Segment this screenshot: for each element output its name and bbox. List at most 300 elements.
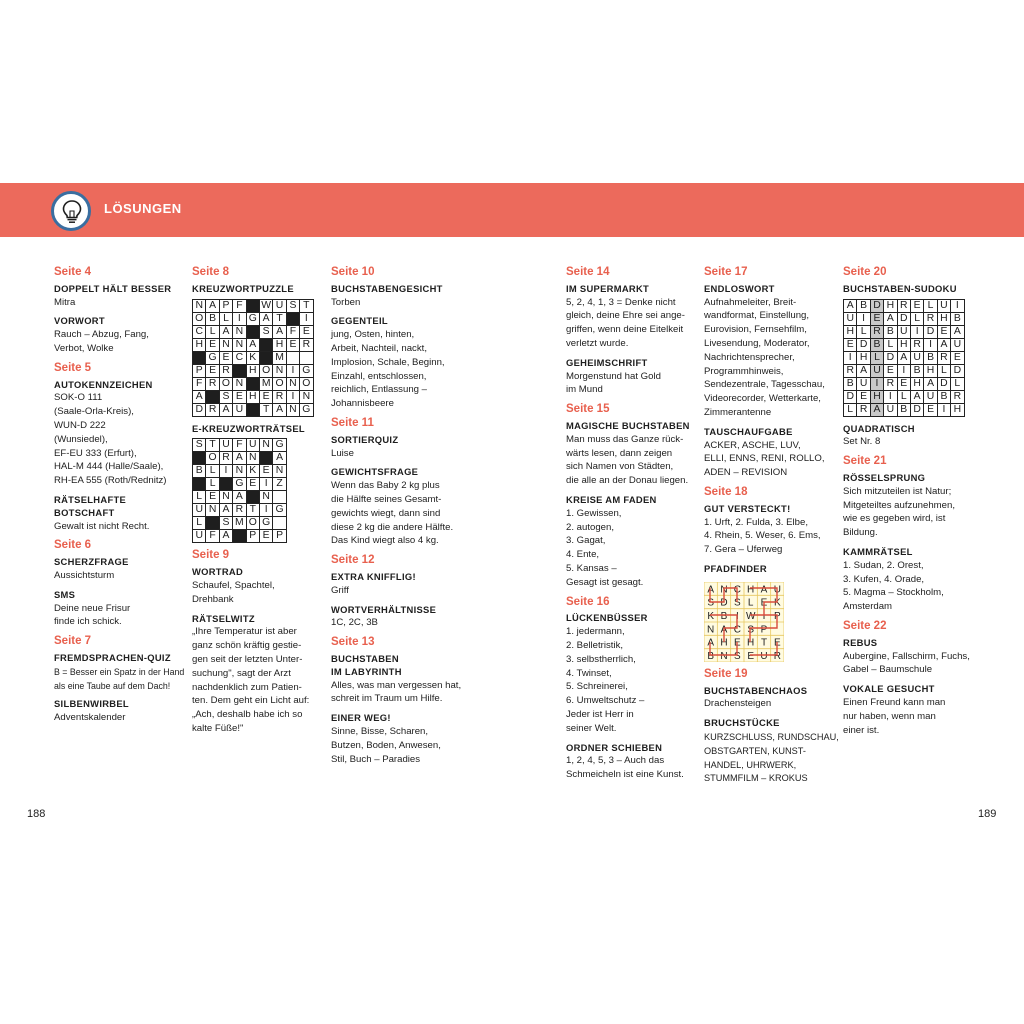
letter-cell: L <box>924 299 937 312</box>
pathfinder-letter: B <box>707 650 715 662</box>
puzzle-heading: GEWICHTSFRAGE <box>331 466 419 478</box>
letter-cell: N <box>286 377 299 390</box>
solution-text: Wenn das Baby 2 kg plus <box>331 480 440 492</box>
puzzle-heading: E-KREUZWORTRÄTSEL <box>192 422 305 434</box>
column-2 <box>192 266 332 736</box>
solution-text: wärts lesen, dann zeigen <box>566 447 673 459</box>
puzzle-heading: BUCHSTABENGESICHT <box>331 282 443 294</box>
letter-cell: R <box>844 364 857 377</box>
puzzle-heading: RÄTSELHAFTE <box>54 493 127 505</box>
solution-text: Gesagt ist gesagt. <box>566 576 644 588</box>
letter-cell: R <box>857 403 870 416</box>
black-cell <box>259 351 272 364</box>
puzzle-heading: ORDNER SCHIEBEN <box>566 741 663 753</box>
letter-cell: A <box>884 312 897 325</box>
solution-text: HAL-M 444 (Halle/Saale), <box>54 461 164 473</box>
letter-cell: H <box>884 299 897 312</box>
letter-cell: F <box>233 299 246 312</box>
solution-text: Alles, was man vergessen hat, <box>331 679 462 691</box>
page-ref: Seite 16 <box>566 595 610 608</box>
solution-text: schreit im Traum um Hilfe. <box>331 693 443 705</box>
solution-text: gen seit der letzten Unter- <box>192 653 303 665</box>
letter-cell: U <box>951 338 964 351</box>
solution-text: EF-EU 333 (Erfurt), <box>54 447 137 459</box>
letter-cell: M <box>233 517 246 530</box>
solution-text: 2. autogen, <box>566 521 615 533</box>
pathfinder-letter: S <box>733 650 741 662</box>
page-ref: Seite 7 <box>54 635 92 648</box>
letter-cell: K <box>246 465 259 478</box>
letter-cell: N <box>219 338 232 351</box>
letter-cell: R <box>233 504 246 517</box>
solution-text: die Hälfte seines Gesamt- <box>331 493 442 505</box>
solution-text: Programmhinweis, <box>704 365 784 377</box>
letter-cell: B <box>857 299 870 312</box>
black-cell <box>246 377 259 390</box>
letter-cell: E <box>897 377 910 390</box>
solution-text: SOK-O 111 <box>54 392 103 404</box>
black-cell <box>233 530 246 543</box>
letter-cell: U <box>233 403 246 416</box>
letter-cell: E <box>924 403 937 416</box>
letter-cell: P <box>273 530 286 543</box>
letter-cell: N <box>246 452 259 465</box>
pathfinder-grid <box>704 582 784 662</box>
solution-text: ten. Dem geht ein Licht auf: <box>192 695 310 707</box>
letter-cell: H <box>246 390 259 403</box>
solution-text: Sinne, Bisse, Scharen, <box>331 725 429 737</box>
pathfinder-letter: U <box>773 584 781 596</box>
letter-cell: G <box>300 403 313 416</box>
letter-cell: R <box>924 312 937 325</box>
letter-cell: A <box>273 452 286 465</box>
letter-cell: B <box>951 312 964 325</box>
letter-cell: O <box>300 377 313 390</box>
solution-text: Drehbank <box>192 593 234 605</box>
letter-cell: N <box>286 403 299 416</box>
solution-text: Implosion, Schale, Beginn, <box>331 356 445 368</box>
page-ref: Seite 12 <box>331 554 375 567</box>
puzzle-heading: GUT VERSTECKT! <box>704 502 791 514</box>
letter-cell: M <box>273 351 286 364</box>
letter-cell: O <box>219 377 232 390</box>
crossword-grid <box>192 438 287 543</box>
letter-cell: A <box>870 403 883 416</box>
letter-cell: E <box>844 338 857 351</box>
letter-cell: U <box>246 439 259 452</box>
grid-row <box>193 403 314 416</box>
letter-cell: R <box>219 364 232 377</box>
pathfinder-letter: K <box>773 597 781 609</box>
letter-cell: I <box>300 312 313 325</box>
solution-text: (Wunsiedel), <box>54 433 108 445</box>
letter-cell: R <box>273 390 286 403</box>
solution-text: Schmeicheln ist eine Kunst. <box>566 769 684 781</box>
solution-text: Arbeit, Nachteil, nackt, <box>331 342 427 354</box>
black-cell <box>233 364 246 377</box>
letter-cell: L <box>206 478 219 491</box>
solution-text: Morgenstund hat Gold <box>566 370 661 382</box>
pathfinder-letter: H <box>720 637 728 649</box>
pathfinder-letter: E <box>733 637 741 649</box>
solution-text: 1, 2, 4, 5, 3 – Auch das <box>566 755 665 767</box>
letter-cell: E <box>246 478 259 491</box>
grid-row <box>193 364 314 377</box>
page-ref: Seite 10 <box>331 266 375 278</box>
letter-cell: F <box>286 325 299 338</box>
black-cell <box>246 491 259 504</box>
pathfinder-paths <box>704 582 784 662</box>
puzzle-heading: BUCHSTABEN <box>331 652 399 664</box>
letter-cell: S <box>219 517 232 530</box>
letter-cell: N <box>233 325 246 338</box>
puzzle-heading: REBUS <box>843 636 878 648</box>
grid-row <box>193 452 287 465</box>
letter-cell: B <box>897 403 910 416</box>
letter-cell: C <box>233 351 246 364</box>
letter-cell: D <box>897 312 910 325</box>
pathfinder-letter: N <box>720 584 728 596</box>
letter-cell: H <box>951 403 964 416</box>
letter-cell: T <box>259 403 272 416</box>
letter-cell: U <box>924 390 937 403</box>
letter-cell: D <box>193 403 206 416</box>
solution-text: Aussichtsturm <box>54 569 115 581</box>
grid-row <box>193 338 314 351</box>
pathfinder-letter: H <box>747 584 755 596</box>
empty-cell <box>273 491 286 504</box>
page-ref: Seite 8 <box>192 266 230 278</box>
puzzle-heading: PFADFINDER <box>704 562 767 574</box>
letter-cell: D <box>910 403 923 416</box>
letter-cell: L <box>844 403 857 416</box>
puzzle-heading: DOPPELT HÄLT BESSER <box>54 282 172 294</box>
letter-cell: H <box>910 377 923 390</box>
black-cell <box>259 452 272 465</box>
letter-cell: N <box>206 504 219 517</box>
solution-text: Aufnahmeleiter, Breit- <box>704 296 797 308</box>
letter-cell: G <box>259 517 272 530</box>
solution-text: sich Namen von Städten, <box>566 461 674 473</box>
letter-cell: L <box>897 390 910 403</box>
letter-cell: N <box>233 377 246 390</box>
column-5 <box>704 266 844 785</box>
letter-cell: A <box>273 403 286 416</box>
grid-row <box>193 465 287 478</box>
letter-cell: P <box>193 364 206 377</box>
solution-text: Gabel – Baumschule <box>843 664 933 676</box>
solution-text: ADEN – REVISION <box>704 467 788 479</box>
solution-text: Eurovision, Fernsehfilm, <box>704 324 807 336</box>
letter-cell: T <box>246 504 259 517</box>
letter-cell: B <box>910 364 923 377</box>
pathfinder-letter: L <box>747 597 754 609</box>
solution-text: Einen Freund kann man <box>843 696 946 708</box>
puzzle-heading: EXTRA KNIFFLIG! <box>331 570 416 582</box>
letter-cell: R <box>884 377 897 390</box>
letter-cell: E <box>206 491 219 504</box>
letter-cell: H <box>857 351 870 364</box>
letter-cell: R <box>206 377 219 390</box>
solution-text: gleich, deine Ehre sei ange- <box>566 310 685 322</box>
letter-cell: N <box>193 299 206 312</box>
puzzle-heading: WORTVERHÄLTNISSE <box>331 603 437 615</box>
letter-cell: S <box>259 325 272 338</box>
puzzle-heading: SCHERZFRAGE <box>54 556 129 568</box>
pathfinder-letter: S <box>707 597 715 609</box>
letter-cell: I <box>286 390 299 403</box>
letter-cell: A <box>924 377 937 390</box>
letter-cell: P <box>246 530 259 543</box>
letter-cell: E <box>951 351 964 364</box>
letter-cell: I <box>870 377 883 390</box>
pathfinder-letter: A <box>707 584 715 596</box>
grid-row <box>844 390 965 403</box>
page-ref: Seite 15 <box>566 403 610 416</box>
solution-text: Nachrichtensprecher, <box>704 351 795 363</box>
puzzle-heading: WORTRAD <box>192 566 244 578</box>
letter-cell: H <box>870 390 883 403</box>
puzzle-heading: TAUSCHAUFGABE <box>704 425 793 437</box>
solution-text: seiner Welt. <box>566 722 617 734</box>
solution-text: griffen, wenn deine Eitelkeit <box>566 324 684 336</box>
letter-cell: B <box>844 377 857 390</box>
column-3 <box>331 266 471 766</box>
letter-cell: Z <box>273 478 286 491</box>
letter-cell: A <box>910 390 923 403</box>
solution-text: „Ihre Temperatur ist aber <box>192 626 297 638</box>
puzzle-heading: QUADRATISCH <box>843 422 915 434</box>
solution-text: 2. Belletristik, <box>566 639 624 651</box>
letter-cell: O <box>206 452 219 465</box>
letter-cell: N <box>259 439 272 452</box>
solution-text: (Saale-Orla-Kreis), <box>54 406 134 418</box>
crossword-grid <box>192 299 314 417</box>
letter-cell: H <box>273 338 286 351</box>
letter-cell: H <box>193 338 206 351</box>
solution-text: 6. Umweltschutz – <box>566 695 645 707</box>
pathfinder-letter: B <box>720 610 728 622</box>
page-ref: Seite 9 <box>192 549 230 562</box>
letter-cell: B <box>937 390 950 403</box>
pathfinder-letter: U <box>760 650 768 662</box>
solution-text: Rauch – Abzug, Fang, <box>54 329 149 341</box>
letter-cell: E <box>300 325 313 338</box>
solution-text: Gewalt ist nicht Recht. <box>54 520 150 532</box>
letter-cell: F <box>206 530 219 543</box>
letter-cell: L <box>219 312 232 325</box>
pathfinder-letter: R <box>773 650 781 662</box>
solution-text: Zimmerantenne <box>704 406 772 418</box>
solution-text: Schaufel, Spachtel, <box>192 579 275 591</box>
letter-cell: S <box>193 439 206 452</box>
solution-text: wandformat, Einstellung, <box>704 310 810 322</box>
letter-cell: D <box>844 390 857 403</box>
letter-cell: E <box>233 390 246 403</box>
puzzle-heading: SMS <box>54 588 76 600</box>
solution-text: reichlich, Entlassung – <box>331 384 427 396</box>
black-cell <box>286 312 299 325</box>
letter-cell: A <box>246 338 259 351</box>
solution-text: „Ach, deshalb habe ich so <box>192 709 303 721</box>
pathfinder-letter: N <box>720 650 728 662</box>
letter-cell: L <box>884 338 897 351</box>
black-cell <box>219 478 232 491</box>
solution-text: gewichts wiegt, dann sind <box>331 507 441 519</box>
letter-cell: H <box>844 325 857 338</box>
puzzle-heading: KREISE AM FADEN <box>566 493 657 505</box>
letter-cell: B <box>884 325 897 338</box>
letter-cell: R <box>951 390 964 403</box>
letter-cell: E <box>219 351 232 364</box>
solution-text: als eine Taube auf dem Dach! <box>54 680 171 691</box>
letter-cell: H <box>246 364 259 377</box>
letter-cell: U <box>193 530 206 543</box>
letter-cell: L <box>910 312 923 325</box>
grid-row <box>193 491 287 504</box>
page-ref: Seite 14 <box>566 266 610 278</box>
grid-row <box>193 439 287 452</box>
letter-cell: E <box>286 338 299 351</box>
sudoku-grid <box>843 299 965 417</box>
letter-cell: E <box>206 338 219 351</box>
letter-cell: G <box>233 478 246 491</box>
solution-text: Torben <box>331 296 361 308</box>
letter-cell: U <box>193 504 206 517</box>
solution-text: Mitgeteiltes aufzunehmen, <box>843 499 955 511</box>
letter-cell: E <box>259 465 272 478</box>
solution-text: kalte Füße!" <box>192 722 244 734</box>
letter-cell: U <box>937 299 950 312</box>
page-ref: Seite 17 <box>704 266 748 278</box>
grid-row <box>193 299 314 312</box>
empty-cell <box>273 517 286 530</box>
page-ref: Seite 19 <box>704 667 748 680</box>
grid-row <box>193 530 287 543</box>
solution-text: wie es gegeben wird, ist <box>843 513 946 525</box>
letter-cell: G <box>206 351 219 364</box>
letter-cell: I <box>897 364 910 377</box>
solution-text: Luise <box>331 447 354 459</box>
puzzle-heading: IM SUPERMARKT <box>566 282 650 294</box>
letter-cell: I <box>884 390 897 403</box>
grid-row <box>193 377 314 390</box>
solution-text: B = Besser ein Spatz in der Hand <box>54 666 185 677</box>
letter-cell: A <box>219 504 232 517</box>
letter-cell: R <box>219 452 232 465</box>
solution-text: Deine neue Frisur <box>54 602 131 614</box>
letter-cell: G <box>300 364 313 377</box>
grid-row <box>193 325 314 338</box>
solution-text: die alle an der Donau liegen. <box>566 475 689 487</box>
letter-cell: B <box>193 465 206 478</box>
black-cell <box>206 390 219 403</box>
solution-text: Drachensteigen <box>704 698 772 710</box>
solution-text: Stil, Buch – Paradies <box>331 753 421 765</box>
letter-cell: E <box>857 390 870 403</box>
puzzle-heading: BOTSCHAFT <box>54 506 115 518</box>
solution-text: Verbot, Wolke <box>54 342 114 354</box>
pathfinder-letter: S <box>747 624 755 636</box>
letter-cell: U <box>857 377 870 390</box>
letter-cell: A <box>273 325 286 338</box>
page-number-left: 188 <box>27 808 46 820</box>
letter-cell: A <box>844 299 857 312</box>
letter-cell: L <box>193 491 206 504</box>
solution-text: Livesendung, Moderator, <box>704 337 810 349</box>
solution-text: 1. jedermann, <box>566 626 625 638</box>
letter-cell: R <box>206 403 219 416</box>
letter-cell: K <box>246 351 259 364</box>
solution-text: finde ich schick. <box>54 616 122 628</box>
pathfinder-letter: E <box>747 650 755 662</box>
letter-cell: O <box>259 364 272 377</box>
grid-row <box>844 351 965 364</box>
solution-text: Aubergine, Fallschirm, Fuchs, <box>843 650 970 662</box>
pathfinder-letter: A <box>720 624 728 636</box>
letter-cell: E <box>259 390 272 403</box>
letter-cell: I <box>286 364 299 377</box>
letter-cell: U <box>897 325 910 338</box>
letter-cell: W <box>261 299 272 311</box>
solution-text: 7. Gera – Uferweg <box>704 544 783 556</box>
letter-cell: D <box>924 325 937 338</box>
solution-text: 4. Rhein, 5. Weser, 6. Ems, <box>704 530 821 542</box>
letter-cell: N <box>233 465 246 478</box>
puzzle-heading: AUTOKENNZEICHEN <box>54 378 153 390</box>
letter-cell: H <box>897 338 910 351</box>
letter-cell: B <box>206 312 219 325</box>
letter-cell: A <box>233 491 246 504</box>
letter-cell: S <box>219 390 232 403</box>
pathfinder-letter: C <box>733 584 741 596</box>
pathfinder-letter: T <box>760 637 768 649</box>
puzzle-heading: SILBENWIRBEL <box>54 698 129 710</box>
pathfinder-letter: C <box>733 624 741 636</box>
letter-cell: G <box>273 504 286 517</box>
letter-cell: B <box>924 351 937 364</box>
page-ref: Seite 6 <box>54 539 92 552</box>
letter-cell: E <box>937 325 950 338</box>
solution-text: Bildung. <box>843 527 878 539</box>
solution-text: 3. Gagat, <box>566 535 606 547</box>
letter-cell: D <box>857 338 870 351</box>
letter-cell: E <box>259 530 272 543</box>
empty-cell <box>300 351 313 364</box>
solution-text: Johannisbeere <box>331 398 394 410</box>
page-ref: Seite 21 <box>843 455 887 468</box>
page-ref: Seite 22 <box>843 619 887 632</box>
pathfinder-letter: A <box>760 584 768 596</box>
pathfinder-letter: W <box>745 610 756 622</box>
grid-row <box>844 377 965 390</box>
black-cell <box>246 299 259 312</box>
letter-cell: I <box>910 325 923 338</box>
letter-cell: I <box>259 478 272 491</box>
solution-text: 5. Kansas – <box>566 562 617 574</box>
solution-text: Butzen, Boden, Anwesen, <box>331 739 441 751</box>
letter-cell: U <box>870 364 883 377</box>
letter-cell: D <box>884 351 897 364</box>
lightbulb-icon <box>51 191 91 231</box>
solution-text: 5, 2, 4, 1, 3 = Denke nicht <box>566 296 676 308</box>
pathfinder-letter: P <box>773 610 781 622</box>
letter-cell: I <box>857 312 870 325</box>
letter-cell: H <box>937 312 950 325</box>
solution-text: suchung", sagt der Arzt <box>192 667 291 679</box>
pathfinder-letter: E <box>760 597 768 609</box>
letter-cell: R <box>910 338 923 351</box>
